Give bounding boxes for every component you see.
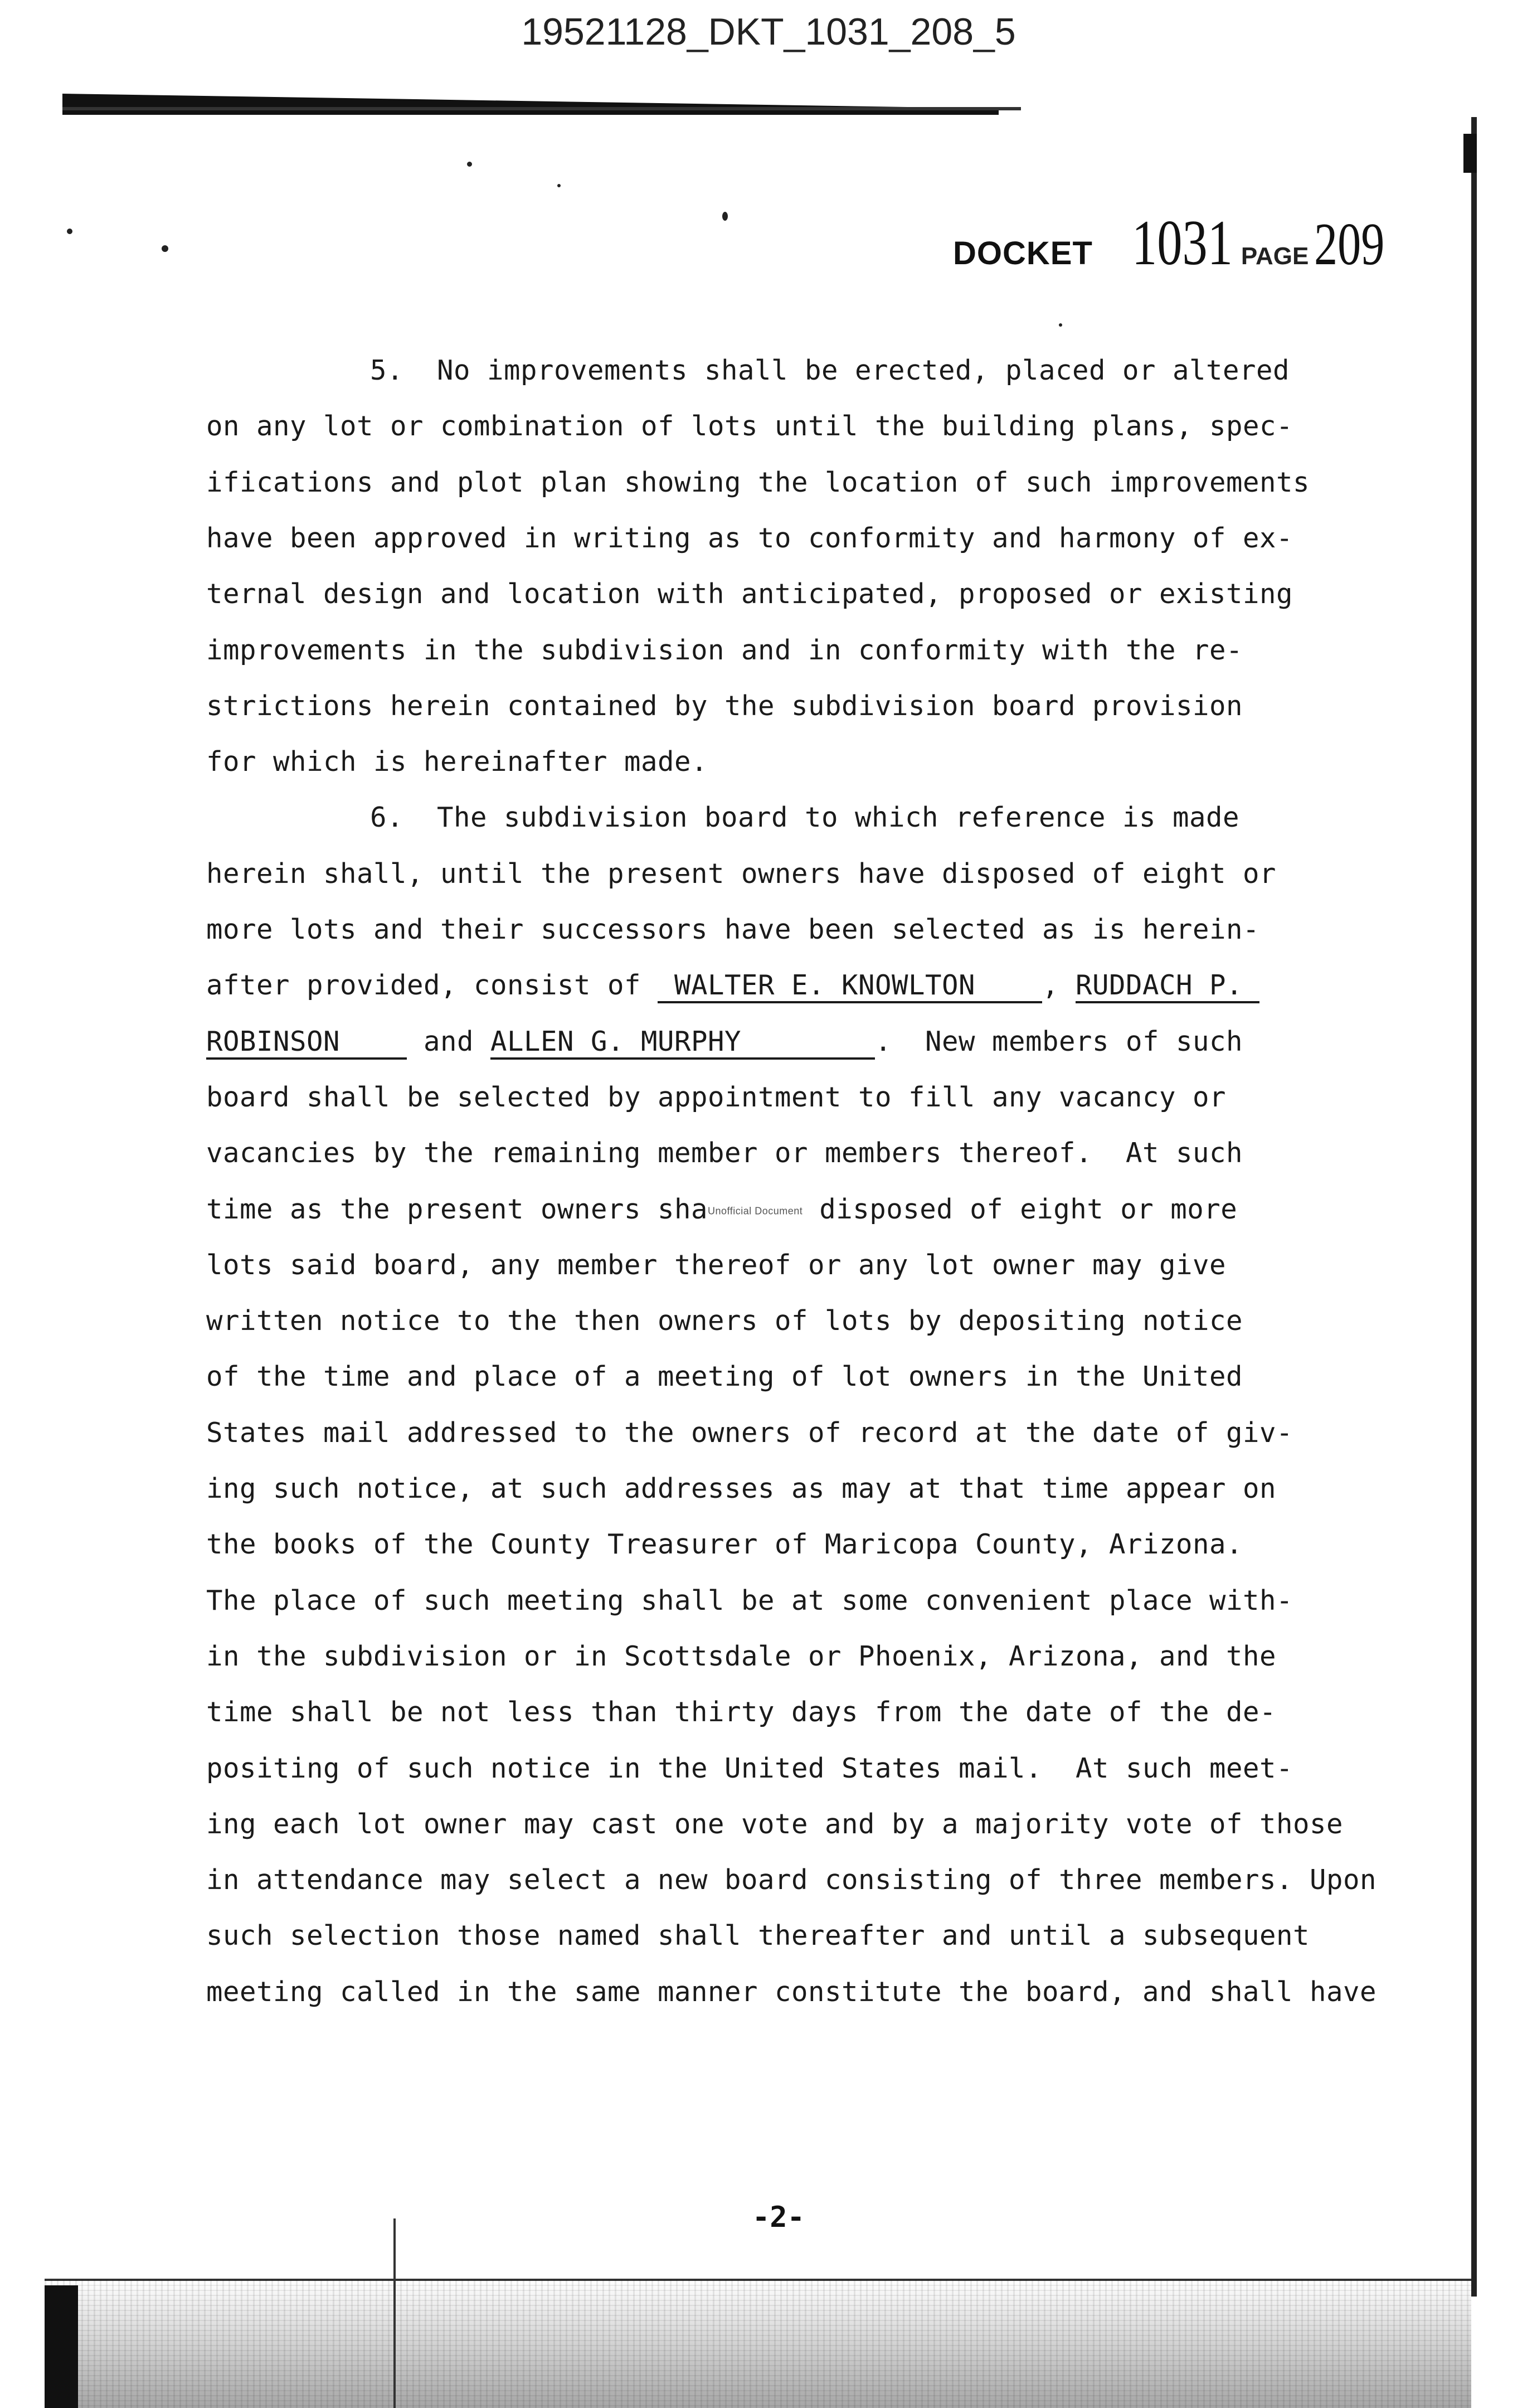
text-segment: on any lot or combination of lots until the building plans, spec- — [206, 410, 1293, 442]
scan-speck — [67, 229, 72, 234]
text-segment: in attendance may select a new board consisting of three members. Upon — [206, 1864, 1377, 1896]
text-segment: vacancies by the remaining member or members thereof. At such — [206, 1137, 1243, 1169]
scan-speck — [557, 184, 561, 187]
text-segment: ternal design and location with anticipated, proposed or existing — [206, 578, 1293, 610]
text-segment: The place of such meeting shall be at some convenient place with- — [206, 1585, 1293, 1616]
right-scan-border — [1471, 117, 1477, 2297]
filled-blank: RUDDACH P. — [1076, 972, 1259, 1003]
scan-speck — [1059, 323, 1062, 327]
text-line — [206, 1922, 1310, 1949]
text-segment: meeting called in the same manner constitute the board, and shall have — [206, 1976, 1377, 2008]
text-line — [370, 804, 1239, 831]
text-segment: herein shall, until the present owners have disposed of eight or — [206, 858, 1277, 890]
text-line — [206, 1640, 1277, 1672]
text-line — [206, 1417, 1293, 1449]
text-line — [206, 1810, 1343, 1838]
text-line — [206, 1251, 1226, 1279]
text-segment: in the subdivision or in Scottsdale or Phoenix, Arizona, and the — [206, 1640, 1277, 1672]
filled-blank: WALTER E. KNOWLTON — [658, 972, 1042, 1003]
text-line — [206, 746, 708, 778]
text-line — [206, 1752, 1293, 1784]
watermark-text: Unofficial Document — [708, 1205, 803, 1217]
text-line — [370, 357, 1290, 384]
text-line — [206, 522, 1293, 554]
text-segment: have been approved in writing as to conformity and harmony of ex- — [206, 522, 1293, 554]
text-segment: time as the present owners sha — [206, 1193, 708, 1225]
docket-book-number: 1031 — [1131, 207, 1233, 279]
text-segment: States mail addressed to the owners of record at the date of giv- — [206, 1417, 1293, 1449]
text-line — [206, 580, 1293, 608]
text-segment: , — [1042, 969, 1076, 1001]
page-number: -2- — [752, 2201, 805, 2234]
docket-page-label: PAGE — [1241, 242, 1309, 270]
text-line — [206, 1139, 1243, 1167]
docket-label: DOCKET — [953, 235, 1093, 271]
text-segment: ifications and plot plan showing the location of such improvements — [206, 467, 1310, 498]
text-line — [206, 1528, 1243, 1560]
text-line — [206, 469, 1310, 496]
document-id-header: 19521128_DKT_1031_208_5 — [521, 11, 1016, 53]
text-line — [206, 1193, 1238, 1225]
bottom-left-scan-block — [45, 2285, 78, 2408]
text-line — [206, 1081, 1227, 1113]
text-segment: ing each lot owner may cast one vote and by a majority vote of those — [206, 1808, 1344, 1840]
text-segment: strictions herein contained by the subdivision board provision — [206, 690, 1243, 722]
text-segment: positing of such notice in the United States mail. At such meet- — [206, 1752, 1293, 1784]
text-line — [206, 916, 1259, 943]
docket-page-number: 209 — [1314, 211, 1385, 278]
text-segment: written notice to the then owners of lots by depositing notice — [206, 1305, 1243, 1337]
text-segment: for which is hereinafter made. — [206, 746, 708, 778]
text-segment: lots said board, any member thereof or any lot owner may give — [206, 1249, 1227, 1281]
text-segment: the books of the County Treasurer of Maricopa County, Arizona. — [206, 1528, 1243, 1560]
scan-speck — [467, 162, 472, 167]
text-line — [206, 1698, 1276, 1726]
text-line — [206, 1305, 1243, 1337]
text-line — [206, 858, 1277, 890]
scan-speck — [722, 212, 728, 221]
text-line — [206, 412, 1293, 440]
text-segment: time shall be not less than thirty days from the date of the de- — [206, 1696, 1277, 1728]
text-line — [206, 969, 1260, 1003]
text-segment: disposed of eight or more — [802, 1193, 1238, 1225]
filled-blank: ALLEN G. MURPHY — [490, 1028, 875, 1060]
scan-speck — [162, 245, 168, 252]
text-segment: 6. The subdivision board to which reference is made — [370, 802, 1240, 833]
top-scan-border — [62, 94, 999, 115]
text-line — [206, 1028, 1243, 1060]
text-segment: . New members of such — [875, 1026, 1243, 1057]
text-line — [206, 1363, 1243, 1390]
text-segment: ing such notice, at such addresses as may at that time appear on — [206, 1473, 1277, 1504]
bottom-scan-vertical-line — [393, 2218, 396, 2408]
right-scan-mark — [1463, 134, 1477, 173]
filled-blank: ROBINSON — [206, 1028, 407, 1060]
text-line — [206, 692, 1243, 720]
top-scan-rule — [62, 107, 1021, 110]
text-segment: of the time and place of a meeting of lot owners in the United — [206, 1361, 1243, 1392]
text-segment: improvements in the subdivision and in conformity with the re- — [206, 634, 1243, 666]
text-segment: and — [407, 1026, 491, 1057]
text-segment: board shall be selected by appointment to fill any vacancy or — [206, 1081, 1227, 1113]
text-line — [206, 1978, 1377, 2006]
text-line — [206, 1475, 1276, 1502]
text-line — [206, 634, 1243, 666]
docket-stamp — [953, 206, 1404, 280]
text-segment: such selection those named shall thereafter and until a subsequent — [206, 1920, 1310, 1951]
bottom-scan-noise — [45, 2280, 1471, 2408]
text-segment: more lots and their successors have been selected as is herein- — [206, 914, 1260, 945]
text-segment: 5. No improvements shall be erected, placed or altered — [370, 355, 1290, 386]
text-line — [206, 1866, 1377, 1894]
text-segment: after provided, consist of — [206, 969, 658, 1001]
text-line — [206, 1587, 1293, 1614]
